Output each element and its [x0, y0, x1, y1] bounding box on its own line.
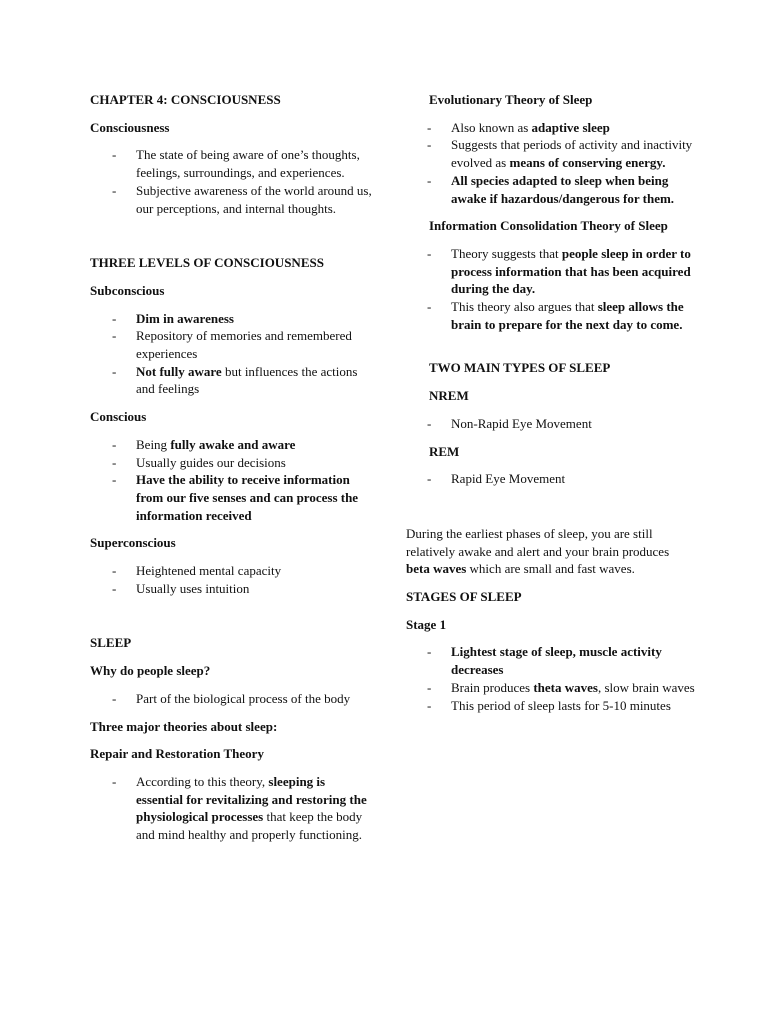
text: , slow brain waves	[597, 679, 695, 695]
dash-bullet: -	[427, 679, 432, 695]
text: Brain produces	[451, 679, 534, 695]
dash-bullet: -	[112, 436, 117, 452]
consciousness-list	[90, 146, 375, 217]
text: Non-Rapid Eye Movement	[451, 415, 592, 431]
text: During the earliest phases of sleep, you are still relatively awake and alert and your brain produces	[406, 525, 670, 559]
section-heading-evolutionary-theory: Evolutionary Theory of Sleep	[429, 92, 593, 107]
right-column	[406, 91, 696, 714]
section-heading-stage-1: Stage 1	[406, 616, 447, 632]
list-item	[112, 182, 375, 217]
list-item	[112, 327, 375, 362]
stages-title: STAGES OF SLEEP	[406, 589, 522, 605]
section-heading-rem: REM	[429, 443, 460, 459]
text: This period of sleep lasts for 5-10 minutes	[451, 697, 671, 713]
sleep-title: SLEEP	[90, 635, 132, 651]
stage-1-list	[406, 643, 696, 714]
section-heading-subconscious: Subconscious	[90, 282, 165, 298]
list-item	[112, 773, 375, 844]
evolutionary-theory-list	[429, 119, 696, 208]
bold-text: All species adapted to sleep when being awake if hazardous/dangerous for them.	[451, 172, 675, 206]
dash-bullet: -	[427, 119, 432, 135]
text: Part of the biological process of the body	[136, 690, 351, 706]
text: that keep the body and mind healthy and properly functioning.	[136, 809, 363, 843]
text: but influences the actions and feelings	[136, 363, 358, 397]
text: Being	[136, 436, 171, 452]
bold-text: adaptive sleep	[531, 119, 610, 135]
section-heading-superconscious: Superconscious	[90, 535, 176, 551]
text: Theory suggests that	[451, 245, 562, 261]
dash-bullet: -	[427, 245, 432, 261]
list-item	[112, 690, 375, 708]
text: Repository of memories and remembered experiences	[136, 328, 352, 362]
section-heading-why-sleep: Why do people sleep?	[90, 663, 211, 679]
list-item	[112, 580, 375, 598]
bold-text: Have the ability to receive information from our five senses and can process the information received	[136, 472, 359, 523]
dash-bullet: -	[112, 147, 117, 163]
text: Also known as	[451, 119, 532, 135]
dash-bullet: -	[427, 415, 432, 431]
dash-bullet: -	[112, 328, 117, 344]
list-item	[427, 643, 696, 678]
types-title: TWO MAIN TYPES OF SLEEP	[429, 360, 611, 376]
bold-text: sleeping is essential for revitalizing and restoring the physiological processes	[136, 773, 367, 825]
left-column	[90, 91, 375, 844]
text: Usually uses intuition	[136, 580, 250, 596]
text: According to this theory,	[136, 773, 269, 789]
dash-bullet: -	[112, 363, 117, 379]
section-heading-consciousness: Consciousness	[90, 119, 170, 135]
dash-bullet: -	[427, 137, 432, 153]
list-item	[427, 245, 696, 298]
dash-bullet: -	[112, 182, 117, 198]
bold-text: fully awake and aware	[170, 436, 296, 452]
info-consolidation-list	[429, 245, 696, 334]
dash-bullet: -	[427, 471, 432, 487]
dash-bullet: -	[112, 472, 117, 488]
list-item	[112, 146, 375, 181]
dash-bullet: -	[112, 563, 117, 579]
list-item	[427, 679, 696, 697]
dash-bullet: -	[427, 697, 432, 713]
bold-text: means of conserving energy.	[509, 155, 666, 171]
list-item	[112, 471, 375, 524]
bold-text: Not fully aware	[136, 363, 222, 379]
repair-theory-list	[90, 773, 375, 844]
list-item	[112, 562, 375, 580]
nrem-list	[429, 415, 696, 433]
chapter-title: CHAPTER 4: CONSCIOUSNESS	[90, 92, 281, 107]
why-sleep-list	[90, 690, 375, 708]
list-item	[427, 136, 696, 171]
text: This theory also argues that	[451, 299, 598, 315]
list-item	[112, 454, 375, 472]
list-item	[112, 436, 375, 454]
text: Heightened mental capacity	[136, 563, 282, 579]
list-item	[427, 415, 696, 433]
theories-heading: Three major theories about sleep:	[90, 718, 278, 734]
bold-text: people sleep in order to process information that has been acquired during the day.	[451, 245, 691, 297]
subconscious-list	[90, 310, 375, 399]
list-item	[427, 119, 696, 137]
dash-bullet: -	[112, 310, 117, 326]
beta-waves-paragraph	[406, 525, 696, 578]
dash-bullet: -	[427, 644, 432, 660]
superconscious-list	[90, 562, 375, 597]
bold-text: Dim in awareness	[136, 310, 234, 326]
text: Usually guides our decisions	[136, 454, 286, 470]
section-heading-repair-theory: Repair and Restoration Theory	[90, 746, 264, 762]
list-item	[112, 363, 375, 398]
list-item	[427, 470, 696, 488]
conscious-list	[90, 436, 375, 525]
levels-title: THREE LEVELS OF CONSCIOUSNESS	[90, 255, 324, 271]
list-item	[427, 172, 696, 207]
section-heading-info-consolidation: Information Consolidation Theory of Sleep	[429, 218, 668, 234]
bold-text: theta waves	[533, 679, 598, 695]
dash-bullet: -	[112, 454, 117, 470]
list-item	[112, 310, 375, 328]
section-heading-conscious: Conscious	[90, 409, 147, 425]
dash-bullet: -	[112, 580, 117, 596]
text: which are small and fast waves.	[466, 561, 635, 577]
section-heading-nrem: NREM	[429, 388, 469, 404]
dash-bullet: -	[427, 172, 432, 188]
dash-bullet: -	[112, 690, 117, 706]
text: Subjective awareness of the world around us, our perceptions, and internal thoughts.	[136, 182, 372, 216]
rem-list	[429, 470, 696, 488]
bold-text: sleep allows the brain to prepare for the next day to come.	[451, 299, 684, 332]
bold-text: Lightest stage of sleep, muscle activity decreases	[451, 644, 662, 678]
text: Rapid Eye Movement	[451, 471, 566, 487]
text: Suggests that periods of activity and inactivity evolved as	[451, 137, 693, 171]
list-item	[427, 697, 696, 715]
dash-bullet: -	[427, 299, 432, 315]
list-item	[427, 298, 696, 333]
text: The state of being aware of one’s thoughts, feelings, surroundings, and experiences.	[136, 147, 360, 181]
dash-bullet: -	[112, 773, 117, 789]
bold-text: beta waves	[406, 561, 467, 577]
